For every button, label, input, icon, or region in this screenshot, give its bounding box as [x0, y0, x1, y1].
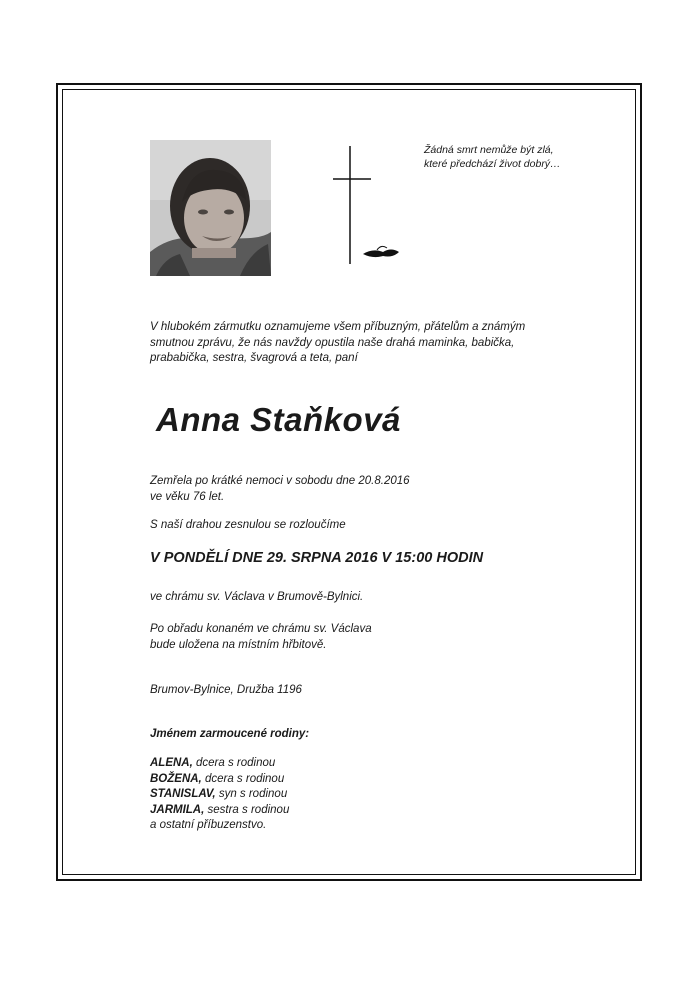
death-line: Zemřela po krátké nemoci v sobodu dne 20.8.2016: [150, 475, 410, 487]
address: Brumov-Bylnice, Družba 1196: [150, 684, 302, 696]
family-member-relation: syn s rodinou: [218, 788, 288, 800]
quote-line: které předchází život dobrý…: [424, 158, 561, 170]
funeral-place: ve chrámu sv. Václava v Brumově-Bylnici.: [150, 591, 364, 603]
burial-line: Po obřadu konaném ve chrámu sv. Václava: [150, 623, 372, 635]
family-member-relation: dcera s rodinou: [196, 757, 276, 769]
family-member-relation: dcera s rodinou: [204, 772, 285, 785]
portrait-photo: [150, 140, 271, 276]
intro-line: prababička, sestra, švagrová a teta, paní: [150, 352, 358, 364]
family-member: [150, 756, 289, 772]
family-member-name: STANISLAV,: [150, 788, 216, 800]
family-member: [150, 803, 289, 819]
family-member-relation: sestra s rodinou: [207, 803, 290, 816]
burial-line: bude uložena na místním hřbitově.: [150, 638, 327, 651]
cross-icon: [333, 146, 413, 266]
intro-line: V hlubokém zármutku oznamujeme všem příbuzným, přátelům a známým: [150, 321, 526, 333]
death-line: ve věku 76 let.: [150, 490, 225, 503]
epigraph-quote: [424, 143, 594, 171]
family-list: [150, 756, 289, 834]
funeral-datetime: V PONDĚLÍ DNE 29. SRPNA 2016 V 15:00 HODIN: [150, 550, 484, 566]
family-member-name: JARMILA,: [150, 803, 205, 816]
family-member-name: BOŽENA,: [150, 772, 202, 785]
farewell-text: S naší drahou zesnulou se rozloučíme: [150, 519, 346, 531]
family-title: Jménem zarmoucené rodiny:: [150, 728, 310, 740]
quote-line: Žádná smrt nemůže být zlá,: [424, 144, 554, 156]
family-member-name: ALENA,: [150, 757, 193, 769]
intro-line: smutnou zprávu, že nás navždy opustila naše drahá maminka, babička,: [150, 336, 515, 349]
deceased-name: Anna Staňková: [156, 401, 401, 438]
death-notice: [150, 474, 410, 505]
family-member: [150, 772, 289, 788]
family-closing: a ostatní příbuzenstvo.: [150, 819, 267, 831]
announcement-intro: [150, 320, 570, 367]
burial-info: [150, 622, 372, 653]
family-member: [150, 787, 289, 803]
